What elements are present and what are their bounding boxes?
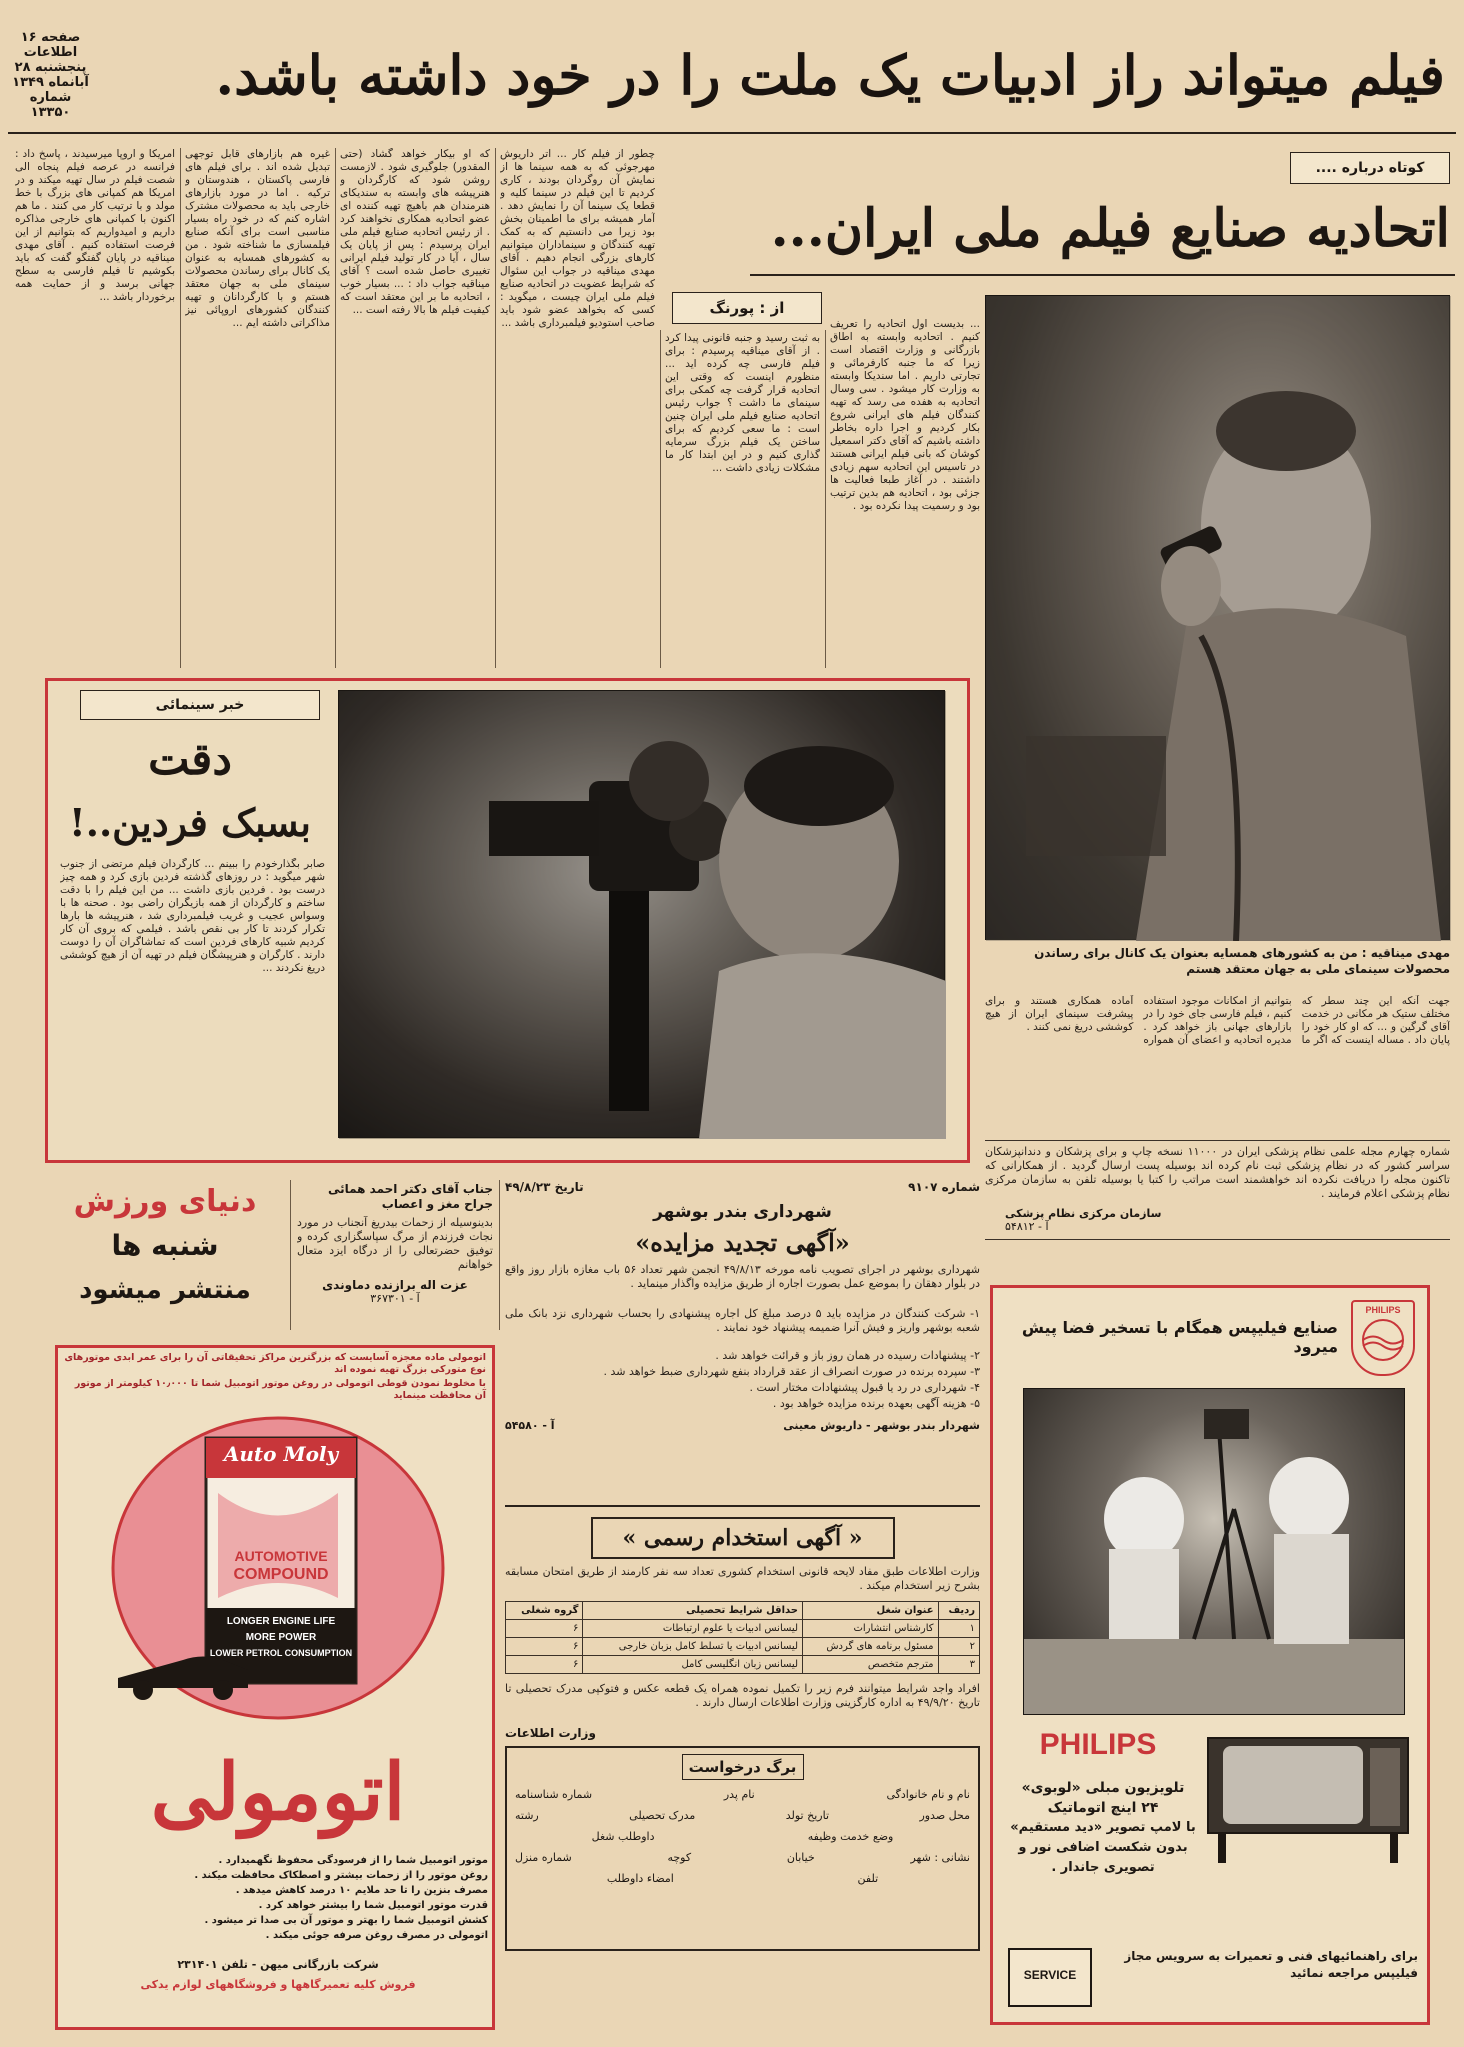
feature-kicker-label: کوتاه درباره .... [1315,160,1425,176]
cinema-news-label-text: خبر سینمائی [155,697,245,713]
cinema-news-label [80,690,320,720]
auction-signature: شهردار بندر بوشهر - داریوش معینی [783,1419,980,1432]
can-label-2: COMPOUND [233,1566,329,1583]
form-field-label: تلفن [857,1872,879,1885]
page-number: صفحه ۱۶ [20,30,81,45]
application-form [505,1746,980,1951]
auction-item-3: ۳- سپرده برنده در صورت انصراف از عقد قرارداد بنفع شهرداری ضبط خواهد شد . [603,1365,980,1378]
form-row [515,1830,970,1843]
feature-kicker [1290,152,1450,184]
philips-model: تلویزیون مبلی «لوبوی» [1021,1780,1185,1796]
form-field-label: تاریخ تولد [785,1809,830,1822]
form-field-label: محل صدور [919,1809,970,1822]
employment-notice [505,1515,980,2025]
employment-title: « آگهی استخدام رسمی » [622,1525,863,1551]
auction-item-2: ۲- پیشنهادات رسیده در همان روز باز و قرائت خواهد شد . [715,1349,980,1362]
feature-column-3: چطور از فیلم کار ... اتر داریوش مهرجوئی که به همه سینما ها از نمایش آن روگردان بودند ، کاری کردیم تا این فیلم در سینما کلیه و قطعا یک سینما آن را نمایش دهد . آمار همیشه برای ما اطمینان بخش بود زیرا می دانستیم که به کمک تهیه کنندگان و سینماداران میتوانیم کارهای بزرگی انجام دهیم . آقای مهدی میناقیه در جواب این سئوال که شرایط عضویت در اتحادیه صنایع فیلم ملی ایران چیست ، میگوید : کسی که بخواهد عضو شود باید صاحب استودیو فیلمبرداری باشد ... [500,148,655,329]
cinema-news-title-2: بسبک فردین..! [69,800,311,845]
philips-feature: تصویری جاندار . [1051,1860,1155,1875]
can-claim: LOWER PETROL CONSUMPTION [209,1648,353,1658]
automoly-illustration [88,1398,468,1728]
form-field-label: امضاء داوطلب [606,1872,674,1885]
cinema-news-title-1: دقت [148,734,232,785]
table-header: ردیف [938,1602,979,1620]
can-brand: Auto Moly [223,1442,339,1466]
form-row [515,1809,970,1822]
feature-byline [672,292,822,324]
auction-rule [505,1505,980,1507]
feature-column-4: که او بیکار خواهد گشاد (حتی المقدور) جلوگیری شود . لازمست روشن شود که کارگردان و هنرپیشه های وابسته به سندیکای هنرمندان هم باهیچ تهیه کننده ای عضو اتحادیه همکاری نخواهند کرد . از رئیس اتحادیه صنایع فیلم ملی ایران پرسیدم : پس از پایان یک سال ، آیا در کار تولید فیلم ایرانی تغییری حاصل شده است ؟ آقای میناقیه جواب داد : ... بسیار خوب ، اتحادیه ما بر این معتقد است که کیفیت فیلم ها بالا رفته است ... [340,148,490,316]
form-field-label: نام و نام خانوادگی [886,1788,970,1801]
auction-header [505,1180,980,1194]
sport-box [45,1180,285,1330]
form-field-label: رشته [515,1809,539,1822]
feature-column-6: امریکا و اروپا میرسیدند ، پاسخ داد : فرانسه در عرصه فیلم پنجاه الی شصت فیلم در سال تهیه میکند و در امریکا هم کمپانی های بزرگ با خط مولد و با ترتیب کار می کنند . ما هم اکنون با کمپانی های خارجی مذاکره داریم و امیدواریم که بتوانیم از این فرصت استفاده کنیم . آقای مهدی میناقیه در پایان گفتگو گفت که باید بکوشیم تا فیلم فارسی به سطح جهانی برسد و از حمایت همه برخوردار باشد ... [15,148,175,303]
table-cell: ۱ [938,1620,979,1638]
auction-item-4: ۴- شهرداری در رد یا قبول پیشنهادات مختار است . [749,1381,980,1394]
portrait-illustration [986,296,1451,941]
table-cell: لیسانس زبان انگلیسی کامل [583,1656,803,1674]
auction-footer [505,1419,980,1432]
automoly-top-2: با مخلوط نمودن قوطی اتومولی در روغن موتور اتومبیل شما تا ۱۰٫۰۰۰ کیلومتر از موتور آن محافظت مینماید [74,1378,486,1401]
philips-brand: PHILIPS [1039,1728,1157,1761]
table-header: گروه شغلی [506,1602,583,1620]
medical-notice-body: شماره چهارم مجله علمی نظام پزشکی ایران در ۱۱۰۰۰ نسخه چاپ و برای پزشکان و دندانپزشکان سراسر کشور که در نظام پزشکی ثبت نام کرده اند بوسیله پست ارسال گردید . از همکارانی که تاکنون مجله را دریافت نکرده اند خواهشمند است مراتب را کتبا یا بوسیله تلفن به سازمان مرکزی نظام پزشکی اعلام فرمایند . [985,1145,1450,1200]
feature-column-5: غیره هم بازارهای قابل توجهی تبدیل شده اند . برای فیلم های فارسی پاکستان ، هندوستان و ترکیه . اما در مورد بازارهای خارجی باید به محصولات مشترک اشاره کنم که در خود راه بسیار مناسبی است برای آنکه صنایع فیلمسازی ما شناخته شود . من به کشورهای همسایه به عنوان یک کانال برای رساندن محصولات سینمای ملی به جهان معتقد هستم و با کارگردانان و تهیه کنندگان کشورهای اروپائی نیز مذاکراتی داشته ایم ... [185,148,330,329]
auction-item-5: ۵- هزینه آگهی بعهده برنده مزایده خواهد بود . [772,1397,980,1410]
automoly-ad [55,1345,495,2030]
form-field-label: نام پدر [723,1788,755,1801]
table-cell: ۶ [506,1656,583,1674]
auction-date: تاریخ ۴۹/۸/۲۳ [505,1180,584,1194]
bullet-item: مصرف بنزین را تا حد ملایم ۱۰ درصد کاهش میدهد . [235,1885,488,1896]
medical-notice-code: آ - ۵۴۸۱۲ [1005,1220,1049,1233]
form-title: برگ درخواست [688,1758,797,1776]
employment-table [505,1601,980,1674]
form-row [515,1872,970,1885]
tv-cabinet-illustration [1198,1728,1418,1868]
form-field-label: خیابان [786,1851,815,1864]
bullet-item: اتومولی در مصرف روغن صرفه جوئی میکند . [265,1930,488,1941]
bullet-item: روغن موتور را از زحمات بیشتر و اصطکاک محافظت میکند . [194,1870,488,1881]
philips-feature: ۲۴ اینچ اتوماتیک [1047,1800,1159,1816]
form-row [515,1851,970,1864]
form-field-label: کوچه [667,1851,692,1864]
bullet-item: کشش اتومبیل شما را بهتر و موتور آن بی صدا تر میشود . [204,1915,488,1926]
philips-service-logo [1008,1948,1092,2007]
table-row [506,1620,980,1638]
bullet-item: موتور اتومبیل شما را از فرسودگی محفوظ نگهمیدارد . [218,1855,488,1866]
philips-features [1008,1778,1198,1878]
table-row [506,1656,980,1674]
thanks-code: آ - ۳۶۷۳۰۱ [370,1292,420,1305]
table-header-row [506,1602,980,1620]
form-title-box [682,1754,804,1780]
table-cell: لیسانس ادبیات یا علوم ارتباطات [583,1620,803,1638]
issue-number: شماره ۱۳۳۵۰ [29,90,72,120]
masthead-rule [8,132,1456,134]
table-cell: ۶ [506,1620,583,1638]
table-cell: کارشناس انتشارات [803,1620,939,1638]
feature-title: اتحادیه صنایع فیلم ملی ایران... [770,198,1450,259]
automoly-footer: فروش کلیه تعمیرگاهها و فروشگاههای لوازم یدکی [140,1978,416,1991]
form-field-label: مدرک تحصیلی [629,1809,696,1822]
photo-caption: مهدی میناقیه : من به کشورهای همسایه بعنوان یک کانال برای رساندن محصولات سینمای ملی به جهان معتقد هستم [1034,946,1450,976]
philips-logo-shield [1351,1300,1415,1376]
medical-notice [985,1140,1450,1240]
can-claim: LONGER ENGINE LIFE [226,1616,336,1627]
can-label-1: AUTOMOTIVE [234,1548,328,1564]
column-rule [180,148,181,668]
philips-star-icon [1358,1315,1408,1365]
feature-title-rule [750,274,1455,276]
auction-ref: آ - ۵۴۵۸۰ [505,1419,555,1432]
masthead-info [8,30,93,138]
form-field-label: نشانی : شهر [910,1851,970,1864]
thanks-body: بدینوسیله از زحمات بیدریغ آنجناب در مورد نجات فرزندم از مرگ سپاسگزاری کرده و توفیق حضرتعالی را از درگاه ایزد متعال خواهانم [297,1216,493,1271]
column-rule [495,148,496,668]
form-field-label: وضع خدمت وظیفه [807,1830,894,1843]
sport-line-1: شنبه ها [111,1229,219,1262]
camera-scene-illustration [339,691,946,1139]
feature-column-2: به ثبت رسید و جنبه قانونی پیدا کرد . از آقای میناقیه پرسیدم : برای فیلم فارسی چه کرده اید ... منظورم اینست که وقتی این اتحادیه قرار گرفت چه کمکی برای سینمای ما داشت ؟ جواب رئیس اتحادیه صنایع فیلم ملی ایران چنین است : ما سعی کردیم که برای ساختن یک فیلم بزرگ سرمایه گذاری کنیم و در این ابتدا کار ما مشکلات زیادی داشت ... [665,332,820,474]
column-rule [335,148,336,668]
philips-service-text: برای راهنمائیهای فنی و تعمیرات به سرویس مجاز فیلیپس مراجعه نمائید [1124,1949,1418,1980]
philips-feature: بدون شکست اضافی نور و [1018,1840,1188,1855]
philips-logo-text: PHILIPS [1365,1305,1401,1315]
thanks-notice [290,1180,500,1330]
sport-title: دنیای ورزش [73,1184,257,1219]
employment-footer: افراد واجد شرایط میتوانند فرم زیر را تکمیل نموده همراه یک قطعه عکس و فتوکپی مدرک تحصیلی تا تاریخ ۴۹/۹/۲۰ به اداره کارگزینی وزارت اطلاعات ارسال دارند . [505,1682,980,1709]
form-field-label: داوطلب شغل [591,1830,655,1843]
thanks-title: جناب آقای دکتر احمد همائی جراح مغز و اعصاب [327,1182,493,1211]
auction-title: «آگهی تجدید مزایده» [635,1228,850,1257]
table-row [506,1638,980,1656]
employment-signature: وزارت اطلاعات [505,1726,596,1740]
thanks-signature: عزت اله برازنده دماوندی [322,1278,468,1292]
table-cell: لیسانس ادبیات یا تسلط کامل بزبان خارجی [583,1638,803,1656]
auction-issuer: شهرداری بندر بوشهر [653,1202,832,1222]
page-headline: فیلم میتواند راز ادبیات یک ملت را در خود داشته باشد. [215,43,1445,107]
employment-intro: وزارت اطلاعات طبق مفاد لایحه قانونی استخدام کشوری تعداد سه نفر کارمند از طریق امتحان مسابقه بشرح زیر استخدام میکند . [505,1565,980,1592]
philips-feature: با لامپ تصویر «دید مستقیم» [1010,1820,1196,1835]
auction-number: شماره ۹۱۰۷ [908,1180,980,1194]
philips-service-logo-text: SERVICE [1023,1968,1077,1982]
table-cell: ۳ [938,1656,979,1674]
table-cell: ۲ [938,1638,979,1656]
automoly-top-1: اتومولی ماده معجزه آسایست که بزرگترین مراکز تحقیقاتی آن را برای عمر ابدی موتورهای نوع متورکی بزرگ تهیه نموده اند [64,1352,486,1375]
automoly-bullets [68,1853,488,1943]
table-cell: مسئول برنامه های گردش [803,1638,939,1656]
auction-body: شهرداری بوشهر در اجرای تصویب نامه مورخه ۴۹/۸/۱۳ انجمن شهر تعداد ۵۶ باب مغازه بازار روز واقع در بلوار دهقان را بموضع عمل بصورت اجاره از طریق مزایده واگذار مینماید . [505,1263,980,1290]
philips-moon-photo [1023,1388,1405,1715]
paper-name: اطلاعات [23,45,78,60]
employment-title-box [591,1517,895,1559]
sport-line-2: منتشر میشود [79,1275,251,1305]
philips-headline: صنایع فیلیپس همگام با تسخیر فضا پیش میرود [1021,1318,1338,1356]
auction-notice [505,1180,980,1510]
automoly-dealer: شرکت بازرگانی میهن - تلفن ۲۳۱۴۰۱ [177,1958,379,1971]
philips-ad [990,1285,1430,2025]
feature-photo [985,295,1450,940]
feature-column-1: ... بدیست اول اتحادیه را تعریف کنیم . اتحادیه وابسته به اطاق بازرگانی و وزارت اقتصاد است زیرا که ما جنبه کارفرمائی و تجارتی داریم . اما سندیکا وابسته به وزارت کار میشود . سی وسال اتحادیه به هفده می رسد که تهیه کنندگان فیلم های ایرانی شروع بکار کردیم و اجرا داره بخاطر داشته باشیم که آقای دکتر اسمعیل کوشان که بانی فیلم ایرانی هستند در تاسیس این اتحادیه سهم زیادی داشتند . در آغاز طبعا فعالیت ها جزئی بود ، اتحادیه هم بدین ترتیب بود و رسمیت پیدا نکرده بود . [830,318,980,512]
form-field-label: شماره منزل [515,1851,572,1864]
column-rule [660,330,661,668]
table-header: عنوان شغل [803,1602,939,1620]
cinema-photo [338,690,945,1138]
automoly-brand: اتومولی [150,1747,406,1838]
column-rule [825,330,826,668]
form-row [515,1788,970,1801]
table-cell: ۶ [506,1638,583,1656]
byline-text: از : پورنگ [709,299,785,317]
feature-column-7: جهت آنکه این چند سطر که مختلف ستیک هر مکانی در خدمت آقای گرگین و ... که او کار خود را پایان داد . مساله اینست که اگر ما بتوانیم از امکانات موجود استفاده کنیم ، فیلم فارسی جای خود را در بازارهای جهانی باز خواهد کرد . مدیره اتحادیه و اعضای آن همواره آماده همکاری هستند و برای پیشرفت سینمای ایران از هیچ کوششی دریغ نمی کنند . [985,995,1450,1046]
form-field-label: شماره شناسنامه [515,1788,593,1801]
table-header: حداقل شرایط تحصیلی [583,1602,803,1620]
astronaut-illustration [1024,1389,1404,1714]
can-claim: MORE POWER [245,1632,317,1643]
medical-notice-signature: سازمان مرکزی نظام پزشکی [1005,1207,1162,1220]
philips-tv-photo [1198,1728,1418,1868]
bullet-item: قدرت موتور اتومبیل شما را بیشتر خواهد کرد . [258,1900,488,1911]
issue-date: پنجشنبه ۲۸ آبانماه ۱۳۴۹ [12,60,89,90]
cinema-news-body: صابر بگذارخودم را ببینم ... کارگردان فیلم مرتضی از جنوب شهر میگوید : در روزهای گذشته فردین بازی کرد و همه چیز درست بود . فردین بازی داشت ... من این فیلم را با دقت ساختم و کارگردان از همه بازیگران راضی بود . صحنه ها با وسواس عجیب و غریب فیلمبرداری شد ، هنرپیشه ها بارها تکرار کردند تا کار بی نقص باشد . فیلمی که بروی آن کار کردیم شبیه کارهای فردین است که تماشاگران آن را دوست دارند . کارگران و هنرپیشگان فیلم در تهیه آن از هیچ کوششی دریغ نکردند ... [60,858,325,974]
auction-item-1: ۱- شرکت کنندگان در مزایده باید ۵ درصد مبلغ کل اجاره پیشنهادی را بحساب شهرداری نزد بانک ملی شعبه بوشهر واریز و فیش آنرا ضمیمه پیشنهاد خود نمایند . [505,1307,980,1334]
table-cell: مترجم متخصص [803,1656,939,1674]
